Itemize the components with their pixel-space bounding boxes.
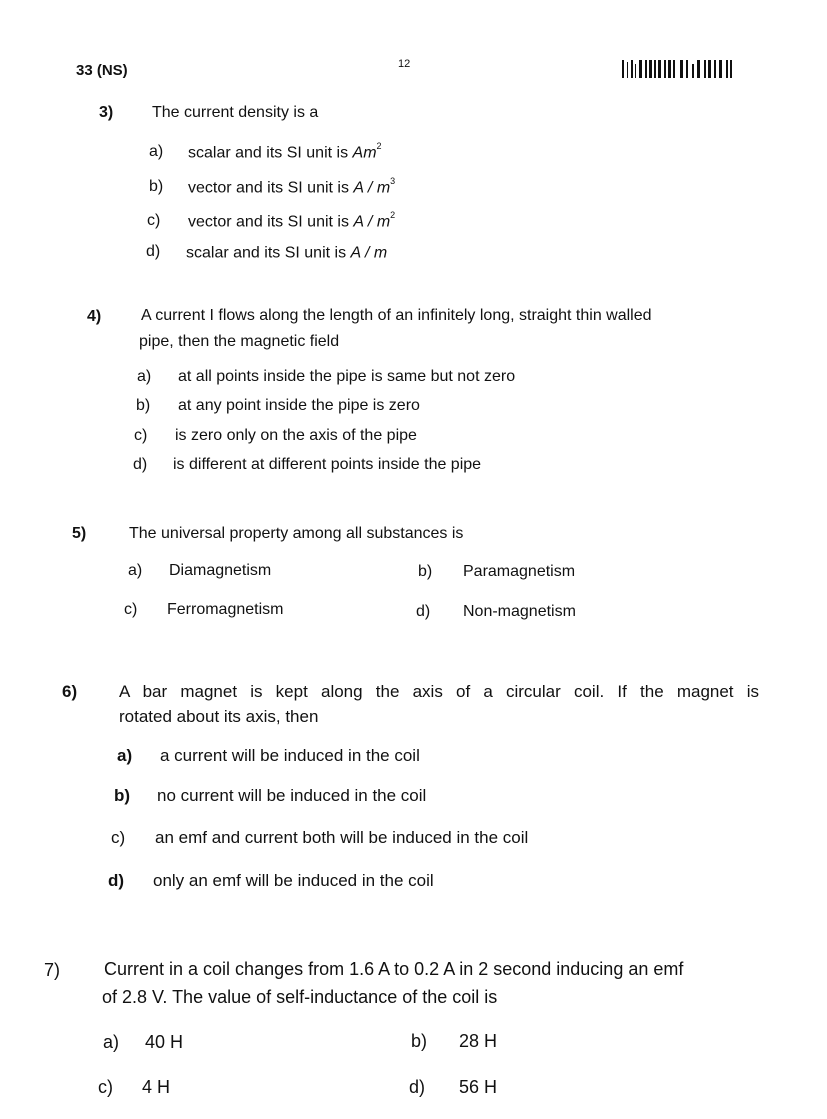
option-mark: a) bbox=[128, 562, 143, 579]
option-mark: d) bbox=[108, 871, 125, 890]
question-stem-line-2: pipe, then the magnetic field bbox=[139, 333, 340, 350]
option-d: is different at different points inside the pipe bbox=[173, 456, 482, 473]
option-d: 56 H bbox=[459, 1077, 498, 1097]
question-stem: The universal property among all substances is bbox=[129, 525, 464, 542]
option-c: vector and its SI unit is A / $m^2$ bbox=[188, 210, 396, 231]
option-mark: c) bbox=[111, 828, 126, 847]
option-a: Diamagnetism bbox=[169, 562, 272, 579]
option-b: Paramagnetism bbox=[463, 563, 576, 580]
question-stem-line-1: A current I flows along the length of an infinitely long, straight thin walled bbox=[141, 307, 652, 324]
question-number: 5) bbox=[72, 525, 87, 542]
question-stem-line-2: rotated about its axis, then bbox=[119, 707, 319, 726]
option-mark: a) bbox=[149, 143, 164, 160]
barcode-image bbox=[622, 58, 734, 80]
page-number: 12 bbox=[398, 58, 411, 70]
question-stem: The current density is a bbox=[152, 104, 319, 121]
option-mark: d) bbox=[133, 456, 148, 473]
option-c: is zero only on the axis of the pipe bbox=[175, 427, 417, 444]
option-mark: d) bbox=[416, 603, 431, 620]
option-mark: c) bbox=[98, 1077, 113, 1097]
option-d: Non-magnetism bbox=[463, 603, 576, 620]
question-stem-line-1: Current in a coil changes from 1.6 A to 0.2 A in 2 second inducing an emf bbox=[104, 959, 684, 979]
option-a: 40 H bbox=[145, 1032, 184, 1052]
option-d: only an emf will be induced in the coil bbox=[153, 871, 434, 890]
question-stem-line-2: of 2.8 V. The value of self-inductance of the coil is bbox=[102, 987, 498, 1007]
option-a: at all points inside the pipe is same but not zero bbox=[178, 368, 516, 385]
option-c: an emf and current both will be induced in the coil bbox=[155, 828, 529, 847]
paper-code: 33 (NS) bbox=[76, 62, 128, 79]
option-mark: b) bbox=[136, 397, 151, 414]
option-b: at any point inside the pipe is zero bbox=[178, 397, 420, 414]
option-mark: b) bbox=[114, 786, 131, 805]
option-a: scalar and its SI unit is Am$^2$ bbox=[188, 141, 382, 162]
option-mark: d) bbox=[146, 243, 161, 260]
option-b: no current will be induced in the coil bbox=[157, 786, 427, 805]
option-mark: d) bbox=[409, 1077, 426, 1097]
question-number: 3) bbox=[99, 104, 114, 121]
option-c: 4 H bbox=[142, 1077, 171, 1097]
option-mark: b) bbox=[418, 563, 433, 580]
option-mark: c) bbox=[147, 212, 161, 229]
option-d: scalar and its SI unit is A / m bbox=[186, 244, 388, 262]
option-mark: b) bbox=[411, 1031, 428, 1051]
question-stem-line-1: A bar magnet is kept along the axis of a circular coil. If the magnet is bbox=[119, 682, 759, 701]
option-mark: a) bbox=[103, 1032, 120, 1052]
option-b: vector and its SI unit is A / $m^3$ bbox=[188, 176, 396, 197]
option-mark: a) bbox=[137, 368, 152, 385]
option-c: Ferromagnetism bbox=[167, 601, 284, 618]
option-a: a current will be induced in the coil bbox=[160, 746, 420, 765]
option-mark: b) bbox=[149, 178, 164, 195]
option-b: 28 H bbox=[459, 1031, 498, 1051]
question-number: 7) bbox=[44, 960, 61, 980]
option-mark: a) bbox=[117, 746, 133, 765]
question-number: 6) bbox=[62, 682, 78, 701]
option-mark: c) bbox=[124, 601, 138, 618]
question-number: 4) bbox=[87, 308, 102, 325]
option-mark: c) bbox=[134, 427, 148, 444]
